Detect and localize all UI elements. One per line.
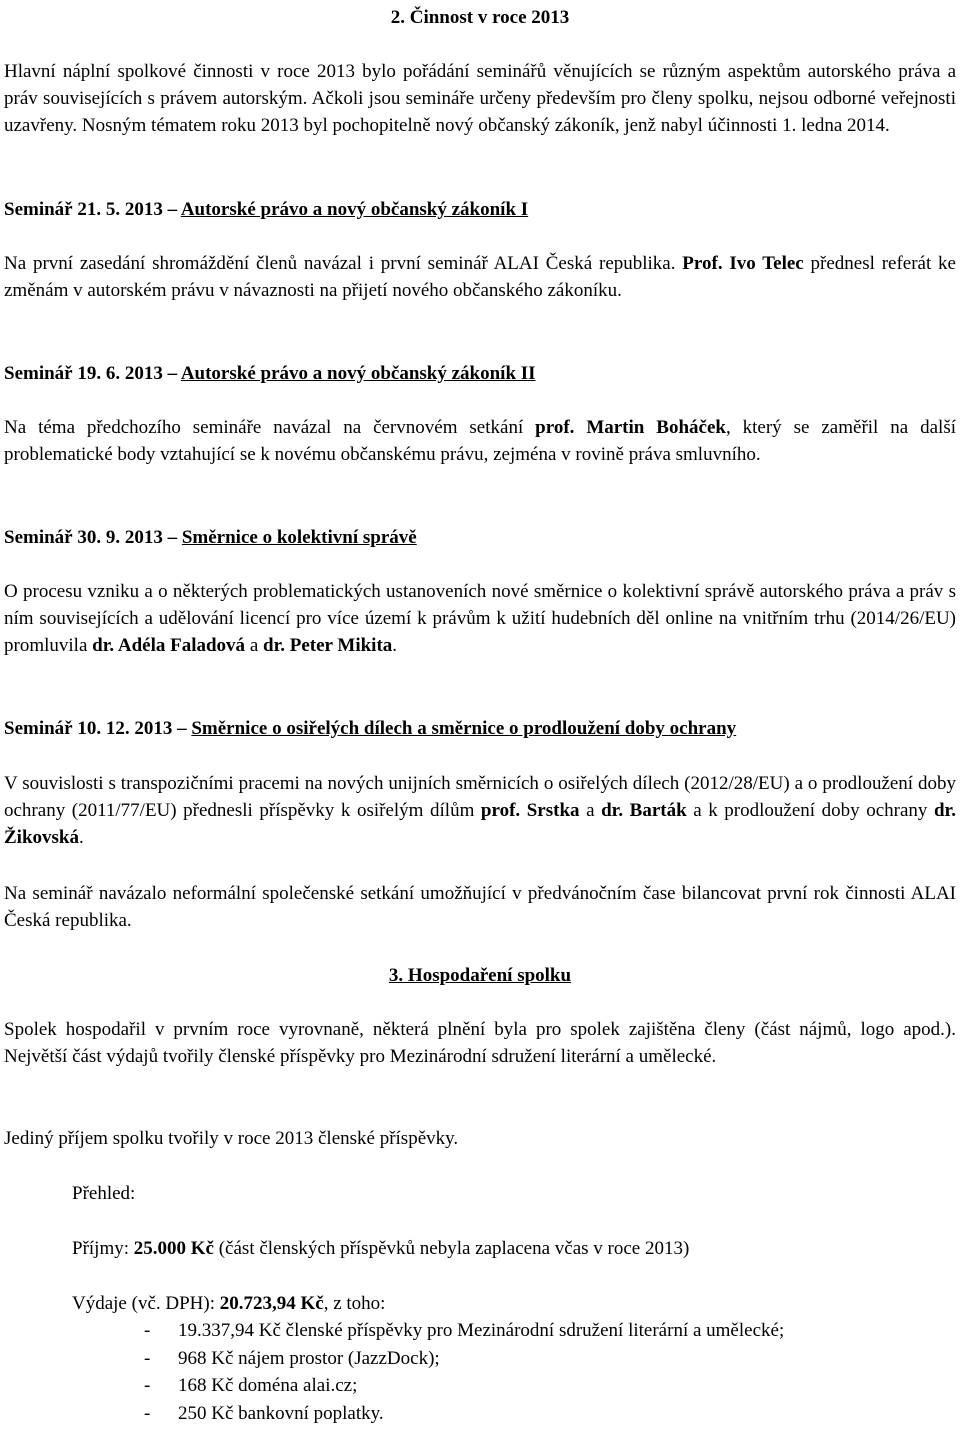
speaker-name: dr. Barták — [601, 800, 687, 821]
speaker-name: dr. Adéla Faladová — [92, 635, 246, 656]
seminar-date: Seminář 19. 6. 2013 — [4, 363, 163, 384]
list-item: - 968 Kč nájem prostor (JazzDock); — [144, 1347, 440, 1369]
speaker-name: dr. Peter Mikita — [263, 635, 393, 656]
finance-paragraph: Spolek hospodařil v prvním roce vyrovnaně, některá plnění byla pro spolek zajištěna členy (část nájmů, logo apod.). Největší část výdajů tvořily členské příspěvky pro Mezinárodní sdružení literární a umělecké. — [4, 1019, 956, 1067]
income-value: 25.000 Kč — [133, 1238, 214, 1259]
expenses-line: Výdaje (vč. DPH): 20.723,94 Kč, z toho: — [72, 1293, 386, 1314]
section-heading-activity: 2. Činnost v roce 2013 — [390, 7, 570, 28]
section-heading-finances: 3. Hospodaření spolku — [388, 965, 572, 986]
seminar-heading-1: Seminář 21. 5. 2013 – Autorské právo a nový občanský zákoník I — [4, 199, 529, 220]
income-summary-paragraph: Jediný příjem spolku tvořily v roce 2013 členské příspěvky. — [4, 1128, 459, 1149]
seminar-date: Seminář 10. 12. 2013 — [4, 718, 173, 739]
income-line: Příjmy: 25.000 Kč (část členských příspěvků nebyla zaplacena včas v roce 2013) — [72, 1238, 690, 1259]
closing-paragraph: Na seminář navázalo neformální společenské setkání umožňující v předvánočním čase bilancovat první rok činnosti ALAI Česká republika. — [4, 883, 956, 931]
overview-label: Přehled: — [72, 1183, 136, 1204]
seminar-paragraph-3: O procesu vzniku a o některých problematických ustanoveních nové směrnice o kolektivní správě autorského práva a práv s ním souvisejících a udělování licencí pro více území k právům k užití hudebních děl online na vnitřním trhu (2014/26/EU) promluvila dr. Adéla Faladová a dr. Peter Mikita. — [4, 581, 956, 656]
speaker-name: prof. Srstka — [480, 800, 580, 821]
seminar-paragraph-4: V souvislosti s transpozičními pracemi na nových unijních směrnicích o osiřelých dílech (2012/28/EU) a o prodloužení doby ochrany (2011/77/EU) přednesli příspěvky k osiřelým dílům prof. Srstka a dr. Barták a k prodloužení doby ochrany dr. Žikovská. — [4, 773, 956, 848]
speaker-name: prof. Martin Boháček — [535, 417, 726, 438]
expense-items-list — [144, 1317, 784, 1427]
seminar-date: Seminář 21. 5. 2013 — [4, 199, 163, 220]
list-item: - 19.337,94 Kč členské příspěvky pro Mezinárodní sdružení literární a umělecké; — [144, 1320, 785, 1341]
speaker-name: Prof. Ivo Telec — [682, 253, 804, 274]
expenses-value: 20.723,94 Kč — [219, 1293, 324, 1314]
list-item: - 250 Kč bankovní poplatky. — [144, 1402, 384, 1424]
seminar-date: Seminář 30. 9. 2013 — [4, 527, 163, 548]
seminar-topic: Směrnice o osiřelých dílech a směrnice o prodloužení doby ochrany — [191, 718, 737, 739]
seminar-heading-4: Seminář 10. 12. 2013 – Směrnice o osiřelých dílech a směrnice o prodloužení doby ochrany — [4, 718, 737, 739]
seminar-paragraph-1: Na první zasedání shromáždění členů navázal i první seminář ALAI Česká republika. Prof. Ivo Telec přednesl referát ke změnám v autorském právu v návaznosti na přijetí nového občanského zákoníku. — [4, 253, 956, 301]
speaker-name: dr. Žikovská — [4, 800, 956, 848]
list-item: - 168 Kč doména alai.cz; — [144, 1375, 358, 1396]
seminar-heading-3: Seminář 30. 9. 2013 – Směrnice o kolektivní správě — [4, 527, 417, 548]
seminar-heading-2: Seminář 19. 6. 2013 – Autorské právo a nový občanský zákoník II — [4, 363, 536, 384]
intro-paragraph: Hlavní náplní spolkové činnosti v roce 2013 bylo pořádání seminářů věnujících se různým aspektům autorského práva a práv souvisejících s právem autorským. Ačkoli jsou semináře určeny především pro členy spolku, nejsou odborné veřejnosti uzavřeny. Nosným tématem roku 2013 byl pochopitelně nový občanský zákoník, jenž nabyl účinnosti 1. ledna 2014. — [4, 61, 956, 136]
seminar-paragraph-2: Na téma předchozího semináře navázal na červnovém setkání prof. Martin Boháček, který se zaměřil na další problematické body vztahující se k novému občanskému právu, zejména v rovině práva smluvního. — [4, 417, 957, 465]
seminar-topic: Autorské právo a nový občanský zákoník I — [180, 199, 529, 220]
seminar-topic: Směrnice o kolektivní správě — [181, 527, 417, 548]
seminar-topic: Autorské právo a nový občanský zákoník II — [180, 363, 536, 384]
